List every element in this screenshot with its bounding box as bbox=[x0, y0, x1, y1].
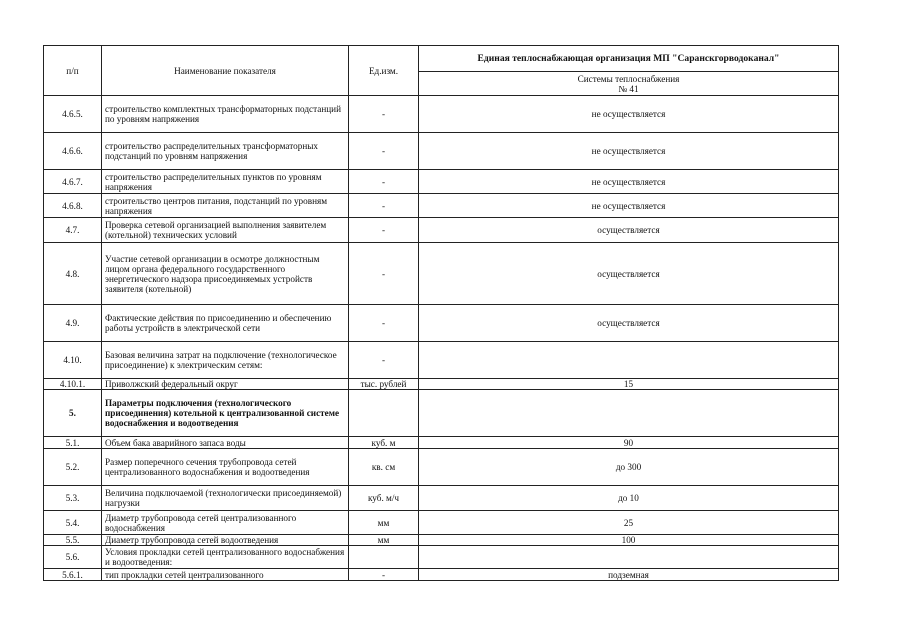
row-value: осуществляется bbox=[419, 305, 839, 342]
row-name: Объем бака аварийного запаса воды bbox=[102, 437, 349, 449]
row-number: 5.6. bbox=[44, 546, 102, 569]
row-value: осуществляется bbox=[419, 218, 839, 243]
table-row bbox=[44, 218, 839, 243]
header-name: Наименование показателя bbox=[102, 46, 349, 96]
row-name: строительство центров питания, подстанций по уровням напряжения bbox=[102, 194, 349, 218]
table-row bbox=[44, 449, 839, 486]
row-name: Параметры подключения (технологического присоединения) котельной к централизованной системе водоснабжения и водоотведения bbox=[102, 390, 349, 437]
row-name: Размер поперечного сечения трубопровода сетей централизованного водоснабжения и водоотведения bbox=[102, 449, 349, 486]
row-value: не осуществляется bbox=[419, 133, 839, 170]
row-name: Диаметр трубопровода сетей водоотведения bbox=[102, 535, 349, 546]
row-unit: куб. м/ч bbox=[349, 486, 419, 511]
row-name: Базовая величина затрат на подключение (технологическое присоединение) к электрическим сетям: bbox=[102, 342, 349, 379]
row-unit: - bbox=[349, 194, 419, 218]
row-number: 4.6.6. bbox=[44, 133, 102, 170]
row-unit bbox=[349, 390, 419, 437]
row-number: 5.6.1. bbox=[44, 569, 102, 581]
row-name: Фактические действия по присоединению и обеспечению работы устройств в электрической сети bbox=[102, 305, 349, 342]
row-value: до 300 bbox=[419, 449, 839, 486]
table-row bbox=[44, 569, 839, 581]
row-unit: - bbox=[349, 243, 419, 305]
header-systems-line2: № 41 bbox=[618, 83, 639, 94]
row-value: 90 bbox=[419, 437, 839, 449]
row-number: 5. bbox=[44, 390, 102, 437]
table-body bbox=[44, 96, 839, 581]
table-row bbox=[44, 546, 839, 569]
table-row bbox=[44, 390, 839, 437]
table-row bbox=[44, 96, 839, 133]
row-value bbox=[419, 390, 839, 437]
row-number: 5.3. bbox=[44, 486, 102, 511]
row-unit: - bbox=[349, 569, 419, 581]
header-systems bbox=[419, 72, 839, 96]
row-value: 15 bbox=[419, 379, 839, 390]
row-number: 4.6.8. bbox=[44, 194, 102, 218]
table-row bbox=[44, 486, 839, 511]
table-row bbox=[44, 243, 839, 305]
row-number: 5.2. bbox=[44, 449, 102, 486]
row-unit: - bbox=[349, 342, 419, 379]
row-value: не осуществляется bbox=[419, 170, 839, 194]
table-row bbox=[44, 379, 839, 390]
row-number: 4.7. bbox=[44, 218, 102, 243]
header-row bbox=[44, 46, 839, 72]
row-name: Диаметр трубопровода сетей централизованного водоснабжения bbox=[102, 511, 349, 535]
table-row bbox=[44, 305, 839, 342]
row-value bbox=[419, 342, 839, 379]
row-unit: - bbox=[349, 96, 419, 133]
row-unit: - bbox=[349, 133, 419, 170]
table-row bbox=[44, 342, 839, 379]
row-value bbox=[419, 546, 839, 569]
row-unit: куб. м bbox=[349, 437, 419, 449]
row-number: 4.8. bbox=[44, 243, 102, 305]
row-unit: - bbox=[349, 170, 419, 194]
row-unit: мм bbox=[349, 535, 419, 546]
row-unit: мм bbox=[349, 511, 419, 535]
row-number: 5.4. bbox=[44, 511, 102, 535]
row-unit: кв. см bbox=[349, 449, 419, 486]
row-value: 100 bbox=[419, 535, 839, 546]
row-number: 4.6.7. bbox=[44, 170, 102, 194]
row-number: 4.9. bbox=[44, 305, 102, 342]
row-name: Проверка сетевой организацией выполнения заявителем (котельной) технических условий bbox=[102, 218, 349, 243]
header-organization: Единая теплоснабжающая организация МП "Саранскгорводоканал" bbox=[419, 46, 839, 72]
row-value: до 10 bbox=[419, 486, 839, 511]
row-name: тип прокладки сетей централизованного bbox=[102, 569, 349, 581]
row-number: 4.10. bbox=[44, 342, 102, 379]
row-name: Величина подключаемой (технологически присоединяемой) нагрузки bbox=[102, 486, 349, 511]
row-value: не осуществляется bbox=[419, 194, 839, 218]
row-name: Условия прокладки сетей централизованного водоснабжения и водоотведения: bbox=[102, 546, 349, 569]
row-value: не осуществляется bbox=[419, 96, 839, 133]
row-name: строительство распределительных пунктов по уровням напряжения bbox=[102, 170, 349, 194]
table-row bbox=[44, 535, 839, 546]
header-systems-line1: Системы теплоснабжения bbox=[577, 73, 680, 84]
row-unit: тыс. рублей bbox=[349, 379, 419, 390]
row-name: строительство распределительных трансформаторных подстанций по уровням напряжения bbox=[102, 133, 349, 170]
row-unit: - bbox=[349, 218, 419, 243]
row-value: подземная bbox=[419, 569, 839, 581]
table-row bbox=[44, 133, 839, 170]
table-row bbox=[44, 437, 839, 449]
row-value: 25 bbox=[419, 511, 839, 535]
row-number: 4.6.5. bbox=[44, 96, 102, 133]
row-number: 4.10.1. bbox=[44, 379, 102, 390]
row-number: 5.1. bbox=[44, 437, 102, 449]
row-name: Приволжский федеральный округ bbox=[102, 379, 349, 390]
header-unit: Ед.изм. bbox=[349, 46, 419, 96]
table-row bbox=[44, 511, 839, 535]
row-unit bbox=[349, 546, 419, 569]
row-value: осуществляется bbox=[419, 243, 839, 305]
header-num: п/п bbox=[44, 46, 102, 96]
table-row bbox=[44, 170, 839, 194]
indicators-table bbox=[43, 45, 839, 581]
row-name: Участие сетевой организации в осмотре должностным лицом органа федерального государственного энергетического надзора присоединяемых устройств заявителя (котельной) bbox=[102, 243, 349, 305]
table-row bbox=[44, 194, 839, 218]
row-name: строительство комплектных трансформаторных подстанций по уровням напряжения bbox=[102, 96, 349, 133]
row-unit: - bbox=[349, 305, 419, 342]
row-number: 5.5. bbox=[44, 535, 102, 546]
